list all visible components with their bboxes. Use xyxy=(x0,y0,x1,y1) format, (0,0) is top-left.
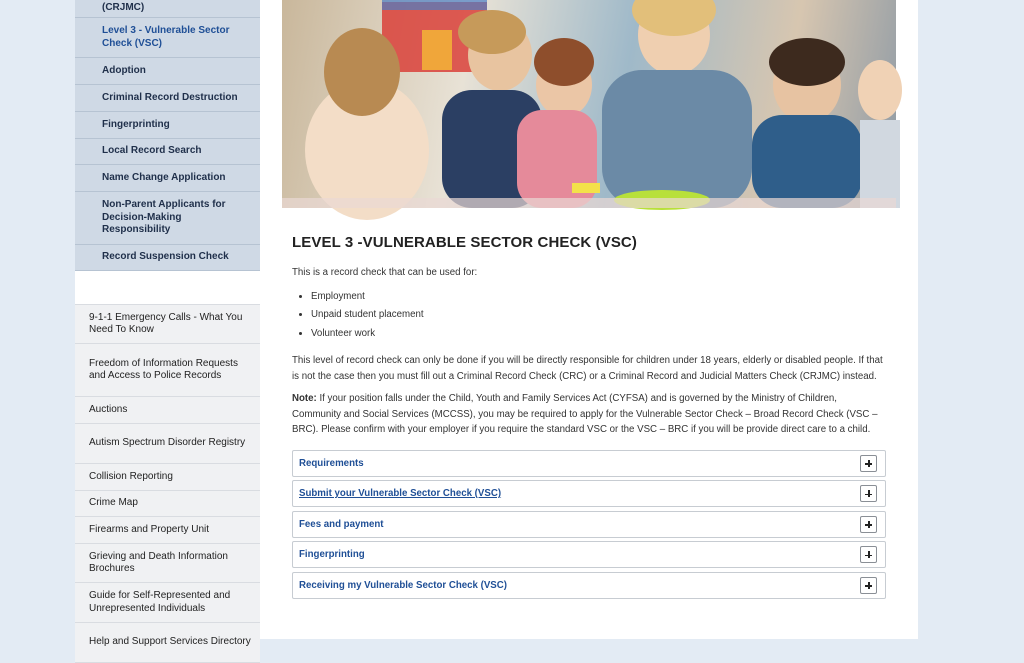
sidebar-item-label: Crime Map xyxy=(89,497,138,509)
sidebar-item-label: Grieving and Death Information Brochures xyxy=(89,550,228,574)
sidebar-subitem-crjmc[interactable] xyxy=(75,0,260,18)
sidebar-item-crime-map[interactable] xyxy=(75,491,260,517)
sidebar-subitem-label: (CRJMC) xyxy=(102,2,145,14)
accordion-submit[interactable] xyxy=(292,480,886,507)
sidebar-item-auctions[interactable] xyxy=(75,397,260,424)
sidebar-item-label: Firearms and Property Unit xyxy=(89,523,210,535)
sidebar-subitem-label: Criminal Record Destruction xyxy=(102,91,238,103)
sidebar-subitem-label: Level 3 - Vulnerable Sector Check (VSC) xyxy=(102,25,230,49)
sidebar-subnav xyxy=(75,0,260,271)
sidebar-item-label: Autism Spectrum Disorder Registry xyxy=(89,437,246,449)
sidebar-subitem-label: Local Record Search xyxy=(102,145,202,157)
accordion-fingerprinting[interactable] xyxy=(292,541,886,568)
accordion-fees[interactable] xyxy=(292,511,886,538)
list-item: • Volunteer work xyxy=(311,325,886,344)
sidebar-item-label: Freedom of Information Requests and Access to Police Records xyxy=(89,357,238,381)
expand-plus-icon[interactable] xyxy=(860,577,877,594)
sidebar-item-label: Collision Reporting xyxy=(89,470,173,482)
sidebar-item-autism[interactable] xyxy=(75,424,260,464)
sidebar-item-help[interactable] xyxy=(75,623,260,663)
sidebar-nav xyxy=(75,0,260,648)
sidebar-list xyxy=(75,304,260,663)
main-content xyxy=(282,0,896,639)
sidebar-subitem-fingerprinting[interactable] xyxy=(75,112,260,139)
accordion-title: Receiving my Vulnerable Sector Check (VSC) xyxy=(299,579,507,591)
sidebar-item-label: Help and Support Services Directory xyxy=(89,636,251,648)
page-title: LEVEL 3 -VULNERABLE SECTOR CHECK (VSC) xyxy=(292,234,637,251)
sidebar-item-collision[interactable] xyxy=(75,464,260,491)
sidebar-subitem-label: Record Suspension Check xyxy=(102,251,229,263)
intro-text: This is a record check that can be used for: xyxy=(292,267,478,278)
hero-illustration xyxy=(282,0,896,208)
sidebar-subitem-label: Adoption xyxy=(102,64,146,76)
sidebar-subitem-vsc[interactable] xyxy=(75,18,260,58)
hero-image xyxy=(282,0,896,208)
accordion-title: Fees and payment xyxy=(299,518,384,530)
note-label: Note: xyxy=(292,393,317,404)
sidebar-subitem-name-change[interactable] xyxy=(75,165,260,192)
sidebar-subitem-label: Name Change Application xyxy=(102,171,226,183)
list-item: • Unpaid student placement xyxy=(311,306,886,325)
sidebar-item-label: 9-1-1 Emergency Calls - What You Need To Know xyxy=(89,311,243,335)
sidebar-gap xyxy=(75,271,260,304)
article xyxy=(282,234,896,599)
expand-plus-icon[interactable] xyxy=(860,546,877,563)
sidebar-item-firearms[interactable] xyxy=(75,517,260,544)
expand-plus-icon[interactable] xyxy=(860,455,877,472)
sidebar-item-foi[interactable] xyxy=(75,344,260,397)
sidebar-item-grieving[interactable] xyxy=(75,544,260,583)
list-item: • Employment xyxy=(311,288,886,307)
sidebar-subitem-label: Non-Parent Applicants for Decision-Making Responsibility xyxy=(102,199,226,236)
note-text xyxy=(292,391,886,438)
accordion-title: Requirements xyxy=(299,457,364,469)
accordion-requirements[interactable] xyxy=(292,450,886,477)
sidebar-subitem-record-destruction[interactable] xyxy=(75,85,260,112)
note-body: If your position falls under the Child, Youth and Family Services Act (CYFSA) and is governed by the Ministry of Children, Community and Social Services (MCCSS), you may be required to apply for the Vulnerable Sector Check – Broad Record Check (VSC – BRC). Please confirm with your employer if you require the standard VSC or the VSC – BRC if you will be provide direct care to a child. xyxy=(292,393,878,435)
expand-plus-icon[interactable] xyxy=(860,516,877,533)
accordion-receiving[interactable] xyxy=(292,572,886,599)
expand-plus-icon[interactable] xyxy=(860,485,877,502)
eligibility-text: This level of record check can only be done if you will be directly responsible for children under 18 years, elderly or disabled people. If that is not the case then you must fill out a Criminal Record Check (CRC) or a Criminal Record and Judicial Matters Check (CRJMC) instead. xyxy=(292,355,883,382)
sidebar-item-label: Auctions xyxy=(89,403,128,415)
page-container xyxy=(75,0,918,648)
sidebar-item-guide[interactable] xyxy=(75,583,260,623)
sidebar-subitem-adoption[interactable] xyxy=(75,58,260,85)
sidebar-subitem-non-parent[interactable] xyxy=(75,192,260,245)
accordion-title: Submit your Vulnerable Sector Check (VSC) xyxy=(299,488,502,499)
sidebar-subitem-label: Fingerprinting xyxy=(102,118,170,130)
sidebar-subitem-local-record-search[interactable] xyxy=(75,139,260,165)
sidebar-subitem-record-suspension[interactable] xyxy=(75,245,260,271)
accordion-title: Fingerprinting xyxy=(299,549,365,560)
sidebar-item-911[interactable] xyxy=(75,305,260,344)
sidebar-item-label: Guide for Self-Represented and Unrepresented Individuals xyxy=(89,590,231,614)
uses-list xyxy=(292,288,886,344)
